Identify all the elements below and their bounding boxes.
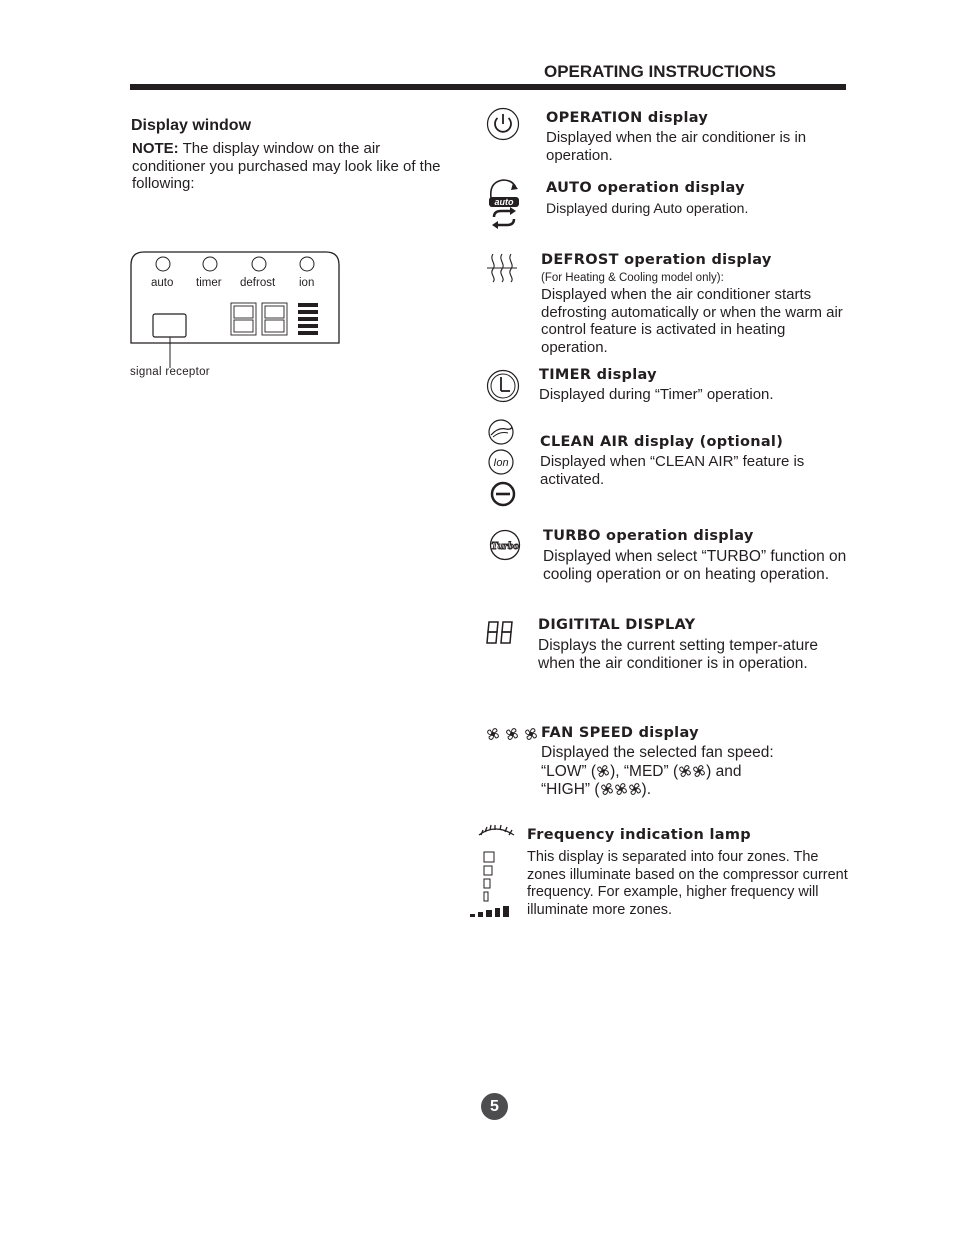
page-number: 5 xyxy=(481,1093,508,1120)
svg-text:Turbo: Turbo xyxy=(491,540,519,552)
svg-text:auto: auto xyxy=(494,197,514,207)
note-text: The display window on the air conditioner you purchased may look like of the following: xyxy=(132,140,441,192)
defrost-icon xyxy=(486,252,518,284)
frequency-lamp-icon xyxy=(470,822,516,920)
defrost-display-subtitle: (For Heating & Cooling model only): xyxy=(541,272,724,284)
timer-display-text: Displayed during “Timer” operation. xyxy=(539,386,774,403)
fan-icon xyxy=(600,782,642,796)
indicator-label-ion: ion xyxy=(299,277,315,289)
operation-display-title: OPERATION display xyxy=(546,110,709,126)
digital-display-text: Displays the current setting temper-ature when the air conditioner is in operation. xyxy=(538,637,818,672)
fan-speed-display-text xyxy=(541,744,831,800)
fan-speed-high-label: “HIGH” ( xyxy=(541,781,600,798)
auto-display-text: Displayed during Auto operation. xyxy=(546,200,749,216)
clock-icon xyxy=(486,369,520,403)
header-rule xyxy=(130,84,846,90)
timer-display-title: TIMER display xyxy=(539,367,657,383)
svg-text:Ion: Ion xyxy=(493,457,509,469)
signal-receptor-label: signal receptor xyxy=(130,366,210,378)
turbo-display-title: TURBO operation display xyxy=(543,528,754,544)
defrost-display-text: Displayed when the air conditioner starts defrosting automatically or when the warm air control feature is activated in heating operation. xyxy=(541,286,843,356)
fan-speed-and-label: ) and xyxy=(706,762,742,780)
fan-speed-line3 xyxy=(541,781,831,800)
defrost-display-title: DEFROST operation display xyxy=(541,252,772,268)
note-label: NOTE: xyxy=(132,140,179,157)
fan-speed-display-title: FAN SPEED display xyxy=(541,725,699,741)
fan-icon xyxy=(596,764,610,778)
seven-segment-icon xyxy=(486,619,516,647)
display-panel-diagram xyxy=(130,251,342,376)
indicator-label-timer: timer xyxy=(196,277,222,289)
frequency-lamp-text: This display is separated into four zones. The zones illuminate based on the compressor current frequency. For example, higher frequency will illuminate more zones. xyxy=(527,849,848,918)
digital-display-title: DIGITITAL DISPLAY xyxy=(538,617,696,633)
fan-speed-med-label: ), “MED” ( xyxy=(610,762,679,780)
frequency-lamp-title: Frequency indication lamp xyxy=(527,827,751,843)
auto-display-title: AUTO operation display xyxy=(546,180,745,196)
display-window-title: Display window xyxy=(131,117,252,134)
fan-speed-low-label: “LOW” ( xyxy=(541,762,597,780)
note-paragraph xyxy=(132,140,442,193)
clean-air-display-title: CLEAN AIR display (optional) xyxy=(540,434,784,450)
power-icon xyxy=(486,107,520,141)
clean-air-display-text: Displayed when “CLEAN AIR” feature is activated. xyxy=(540,453,805,488)
fan-speed-line1: Displayed the selected fan speed: xyxy=(541,744,774,761)
page-header-title: OPERATING INSTRUCTIONS xyxy=(544,62,777,81)
fan-speed-end-label: ). xyxy=(641,781,652,798)
operation-display-text: Displayed when the air conditioner is in operation. xyxy=(546,129,807,164)
auto-icon xyxy=(485,176,521,230)
fan-speed-icons xyxy=(486,726,540,747)
turbo-display-text: Displayed when select “TURBO” function on cooling operation or on heating operation. xyxy=(543,548,847,583)
indicator-label-auto: auto xyxy=(151,277,174,289)
indicator-label-defrost: defrost xyxy=(240,277,276,289)
ion-icon xyxy=(486,418,518,508)
turbo-icon xyxy=(488,529,522,561)
fan-icon xyxy=(486,726,540,742)
fan-icon xyxy=(678,764,706,778)
fan-speed-line2 xyxy=(541,763,831,782)
